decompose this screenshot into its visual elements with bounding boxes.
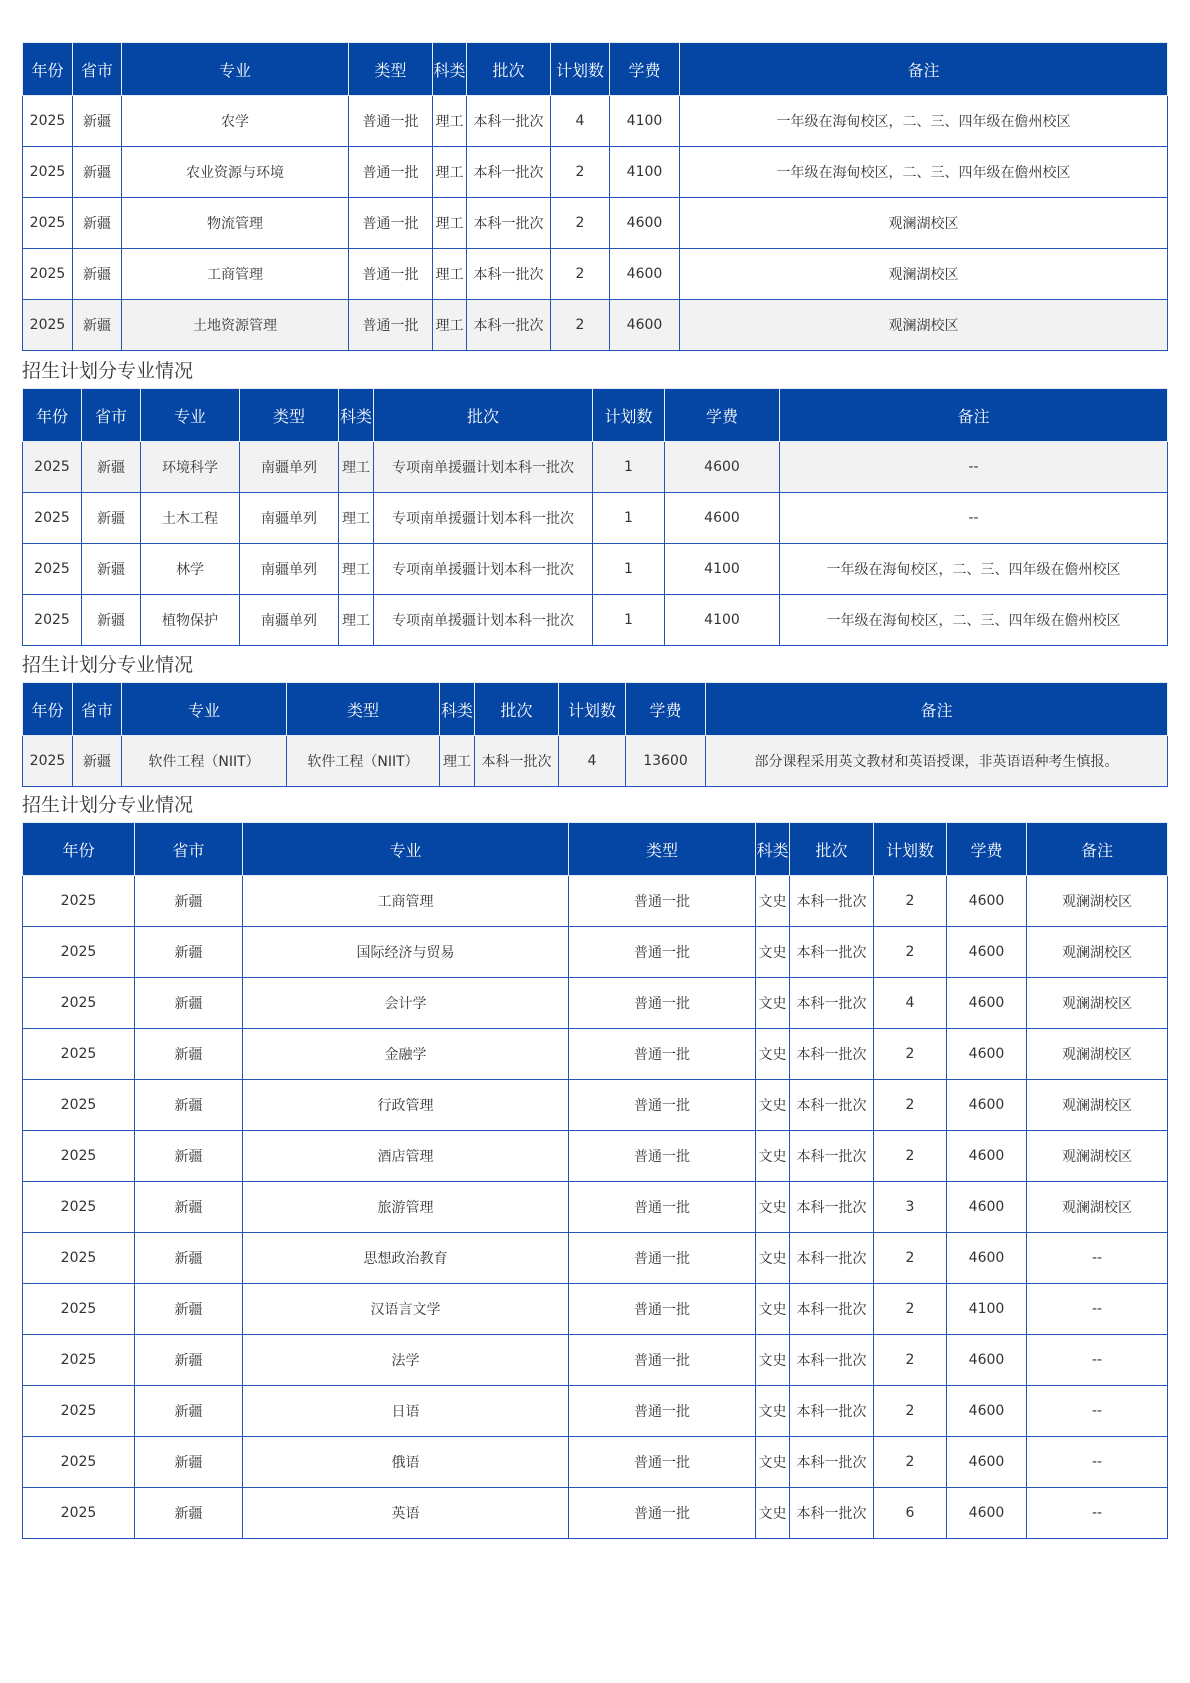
batch-cell: 本科一批次: [467, 198, 551, 249]
major-cell: 俄语: [243, 1437, 569, 1488]
year-cell: 2025: [23, 96, 73, 147]
remarks-cell: 观澜湖校区: [680, 300, 1168, 351]
year-cell: 2025: [23, 927, 135, 978]
year-cell: 2025: [23, 493, 82, 544]
category-cell: 理工: [433, 249, 467, 300]
plan-count-cell: 2: [874, 1386, 947, 1437]
table-row: [23, 1488, 1168, 1539]
batch-cell: 本科一批次: [790, 876, 874, 927]
type-cell: 普通一批: [569, 1488, 756, 1539]
category-cell: 文史: [756, 1080, 790, 1131]
batch-cell: 本科一批次: [467, 96, 551, 147]
tuition-cell: 4100: [610, 96, 680, 147]
year-cell: 2025: [23, 1386, 135, 1437]
col-category: 科类: [440, 683, 475, 736]
table-row: [23, 736, 1168, 787]
table-row: [23, 544, 1168, 595]
col-province: 省市: [73, 683, 122, 736]
tuition-cell: 4600: [665, 493, 780, 544]
col-province: 省市: [82, 389, 141, 442]
plan-table-1: [22, 42, 1168, 351]
table-body: [23, 442, 1168, 646]
batch-cell: 本科一批次: [790, 1182, 874, 1233]
tuition-cell: 4600: [947, 1131, 1027, 1182]
type-cell: 普通一批: [349, 198, 433, 249]
remarks-cell: 一年级在海甸校区，二、三、四年级在儋州校区: [680, 96, 1168, 147]
tuition-cell: 4600: [947, 1029, 1027, 1080]
col-tuition: 学费: [626, 683, 706, 736]
batch-cell: 本科一批次: [790, 1488, 874, 1539]
major-cell: 思想政治教育: [243, 1233, 569, 1284]
type-cell: 普通一批: [349, 300, 433, 351]
plan-table-3-block: [22, 648, 1168, 787]
col-batch: 批次: [374, 389, 593, 442]
remarks-cell: --: [1027, 1386, 1168, 1437]
major-cell: 法学: [243, 1335, 569, 1386]
section-title: 招生计划分专业情况: [22, 360, 194, 382]
table-header-row: [23, 43, 1168, 96]
major-cell: 土地资源管理: [122, 300, 349, 351]
col-plan-count: 计划数: [551, 43, 610, 96]
type-cell: 普通一批: [569, 1335, 756, 1386]
year-cell: 2025: [23, 1488, 135, 1539]
col-tuition: 学费: [665, 389, 780, 442]
major-cell: 软件工程（NIIT）: [122, 736, 287, 787]
col-batch: 批次: [790, 823, 874, 876]
tuition-cell: 4600: [947, 927, 1027, 978]
col-category: 科类: [433, 43, 467, 96]
col-tuition: 学费: [610, 43, 680, 96]
table-body: [23, 876, 1168, 1539]
tuition-cell: 4600: [947, 1233, 1027, 1284]
remarks-cell: 部分课程采用英文教材和英语授课，非英语语种考生慎报。: [706, 736, 1168, 787]
year-cell: 2025: [23, 1029, 135, 1080]
col-type: 类型: [569, 823, 756, 876]
col-year: 年份: [23, 683, 73, 736]
year-cell: 2025: [23, 442, 82, 493]
category-cell: 文史: [756, 1386, 790, 1437]
remarks-cell: --: [1027, 1335, 1168, 1386]
type-cell: 普通一批: [569, 1284, 756, 1335]
tuition-cell: 4100: [947, 1284, 1027, 1335]
province-cell: 新疆: [135, 1029, 243, 1080]
province-cell: 新疆: [135, 1386, 243, 1437]
table-row: [23, 1335, 1168, 1386]
tuition-cell: 4600: [947, 1437, 1027, 1488]
plan-count-cell: 1: [593, 544, 665, 595]
major-cell: 农学: [122, 96, 349, 147]
type-cell: 普通一批: [569, 927, 756, 978]
table-row: [23, 300, 1168, 351]
table-row: [23, 1233, 1168, 1284]
table-row: [23, 249, 1168, 300]
year-cell: 2025: [23, 544, 82, 595]
col-plan-count: 计划数: [874, 823, 947, 876]
col-remarks: 备注: [780, 389, 1168, 442]
table-header-row: [23, 389, 1168, 442]
col-category: 科类: [339, 389, 374, 442]
batch-cell: 本科一批次: [790, 1335, 874, 1386]
major-cell: 农业资源与环境: [122, 147, 349, 198]
table-row: [23, 1131, 1168, 1182]
major-cell: 植物保护: [141, 595, 240, 646]
col-province: 省市: [73, 43, 122, 96]
tuition-cell: 4600: [947, 1488, 1027, 1539]
province-cell: 新疆: [82, 595, 141, 646]
table-row: [23, 1080, 1168, 1131]
tuition-cell: 4100: [665, 595, 780, 646]
major-cell: 行政管理: [243, 1080, 569, 1131]
tuition-cell: 4600: [947, 876, 1027, 927]
batch-cell: 本科一批次: [467, 147, 551, 198]
batch-cell: 本科一批次: [467, 300, 551, 351]
category-cell: 理工: [339, 442, 374, 493]
remarks-cell: 观澜湖校区: [1027, 1029, 1168, 1080]
col-type: 类型: [349, 43, 433, 96]
tuition-cell: 4600: [947, 1182, 1027, 1233]
col-batch: 批次: [467, 43, 551, 96]
type-cell: 南疆单列: [240, 544, 339, 595]
category-cell: 文史: [756, 1233, 790, 1284]
col-type: 类型: [240, 389, 339, 442]
table-row: [23, 1284, 1168, 1335]
plan-count-cell: 1: [593, 595, 665, 646]
major-cell: 林学: [141, 544, 240, 595]
province-cell: 新疆: [135, 1437, 243, 1488]
major-cell: 物流管理: [122, 198, 349, 249]
plan-count-cell: 2: [551, 249, 610, 300]
col-major: 专业: [141, 389, 240, 442]
province-cell: 新疆: [135, 1080, 243, 1131]
plan-count-cell: 2: [874, 1080, 947, 1131]
category-cell: 文史: [756, 1284, 790, 1335]
province-cell: 新疆: [73, 736, 122, 787]
remarks-cell: 观澜湖校区: [1027, 1182, 1168, 1233]
remarks-cell: 观澜湖校区: [1027, 1131, 1168, 1182]
plan-count-cell: 6: [874, 1488, 947, 1539]
remarks-cell: 观澜湖校区: [1027, 1080, 1168, 1131]
remarks-cell: 观澜湖校区: [1027, 927, 1168, 978]
major-cell: 金融学: [243, 1029, 569, 1080]
plan-count-cell: 1: [593, 493, 665, 544]
batch-cell: 本科一批次: [790, 1284, 874, 1335]
remarks-cell: 一年级在海甸校区，二、三、四年级在儋州校区: [680, 147, 1168, 198]
table-row: [23, 927, 1168, 978]
tuition-cell: 4600: [947, 1335, 1027, 1386]
table-row: [23, 147, 1168, 198]
major-cell: 土木工程: [141, 493, 240, 544]
table-row: [23, 198, 1168, 249]
batch-cell: 本科一批次: [790, 1386, 874, 1437]
type-cell: 普通一批: [569, 978, 756, 1029]
plan-count-cell: 2: [874, 876, 947, 927]
plan-count-cell: 2: [551, 198, 610, 249]
remarks-cell: --: [780, 493, 1168, 544]
type-cell: 普通一批: [349, 147, 433, 198]
col-type: 类型: [287, 683, 440, 736]
tuition-cell: 4600: [665, 442, 780, 493]
table-row: [23, 442, 1168, 493]
type-cell: 软件工程（NIIT）: [287, 736, 440, 787]
category-cell: 文史: [756, 1437, 790, 1488]
tuition-cell: 4600: [610, 300, 680, 351]
year-cell: 2025: [23, 198, 73, 249]
province-cell: 新疆: [135, 1131, 243, 1182]
table-row: [23, 1386, 1168, 1437]
year-cell: 2025: [23, 300, 73, 351]
remarks-cell: 观澜湖校区: [1027, 978, 1168, 1029]
remarks-cell: --: [1027, 1233, 1168, 1284]
type-cell: 普通一批: [569, 876, 756, 927]
col-major: 专业: [122, 683, 287, 736]
tuition-cell: 4100: [610, 147, 680, 198]
remarks-cell: 观澜湖校区: [680, 198, 1168, 249]
remarks-cell: 一年级在海甸校区，二、三、四年级在儋州校区: [780, 595, 1168, 646]
province-cell: 新疆: [135, 927, 243, 978]
category-cell: 理工: [339, 493, 374, 544]
year-cell: 2025: [23, 1182, 135, 1233]
plan-count-cell: 2: [874, 1131, 947, 1182]
year-cell: 2025: [23, 736, 73, 787]
table-row: [23, 595, 1168, 646]
category-cell: 文史: [756, 1029, 790, 1080]
col-year: 年份: [23, 43, 73, 96]
type-cell: 普通一批: [569, 1386, 756, 1437]
plan-count-cell: 2: [874, 1437, 947, 1488]
year-cell: 2025: [23, 1131, 135, 1182]
col-batch: 批次: [475, 683, 559, 736]
col-remarks: 备注: [1027, 823, 1168, 876]
province-cell: 新疆: [73, 198, 122, 249]
table-row: [23, 1182, 1168, 1233]
plan-count-cell: 2: [874, 1284, 947, 1335]
col-remarks: 备注: [706, 683, 1168, 736]
province-cell: 新疆: [135, 1335, 243, 1386]
batch-cell: 专项南单援疆计划本科一批次: [374, 595, 593, 646]
province-cell: 新疆: [73, 300, 122, 351]
category-cell: 理工: [433, 96, 467, 147]
tuition-cell: 4600: [610, 249, 680, 300]
province-cell: 新疆: [135, 1182, 243, 1233]
table-row: [23, 1029, 1168, 1080]
batch-cell: 本科一批次: [475, 736, 559, 787]
section-title: 招生计划分专业情况: [22, 654, 194, 676]
type-cell: 南疆单列: [240, 442, 339, 493]
plan-count-cell: 2: [551, 300, 610, 351]
col-major: 专业: [243, 823, 569, 876]
category-cell: 理工: [339, 544, 374, 595]
table-row: [23, 493, 1168, 544]
table-header-row: [23, 823, 1168, 876]
province-cell: 新疆: [73, 249, 122, 300]
category-cell: 文史: [756, 1488, 790, 1539]
province-cell: 新疆: [82, 493, 141, 544]
plan-count-cell: 3: [874, 1182, 947, 1233]
batch-cell: 专项南单援疆计划本科一批次: [374, 544, 593, 595]
year-cell: 2025: [23, 1080, 135, 1131]
tuition-cell: 4100: [665, 544, 780, 595]
batch-cell: 本科一批次: [790, 1233, 874, 1284]
province-cell: 新疆: [82, 442, 141, 493]
type-cell: 普通一批: [569, 1233, 756, 1284]
province-cell: 新疆: [73, 147, 122, 198]
year-cell: 2025: [23, 147, 73, 198]
province-cell: 新疆: [73, 96, 122, 147]
major-cell: 酒店管理: [243, 1131, 569, 1182]
type-cell: 普通一批: [569, 1131, 756, 1182]
year-cell: 2025: [23, 249, 73, 300]
type-cell: 南疆单列: [240, 595, 339, 646]
type-cell: 南疆单列: [240, 493, 339, 544]
batch-cell: 本科一批次: [790, 1080, 874, 1131]
batch-cell: 本科一批次: [790, 1029, 874, 1080]
type-cell: 普通一批: [569, 1029, 756, 1080]
province-cell: 新疆: [135, 876, 243, 927]
type-cell: 普通一批: [569, 1437, 756, 1488]
category-cell: 文史: [756, 1131, 790, 1182]
col-plan-count: 计划数: [559, 683, 626, 736]
major-cell: 汉语言文学: [243, 1284, 569, 1335]
category-cell: 理工: [433, 300, 467, 351]
category-cell: 文史: [756, 1182, 790, 1233]
remarks-cell: 一年级在海甸校区，二、三、四年级在儋州校区: [780, 544, 1168, 595]
tuition-cell: 4600: [947, 1386, 1027, 1437]
tuition-cell: 4600: [947, 1080, 1027, 1131]
province-cell: 新疆: [135, 978, 243, 1029]
table-header-row: [23, 683, 1168, 736]
batch-cell: 专项南单援疆计划本科一批次: [374, 442, 593, 493]
batch-cell: 专项南单援疆计划本科一批次: [374, 493, 593, 544]
type-cell: 普通一批: [349, 249, 433, 300]
year-cell: 2025: [23, 978, 135, 1029]
col-remarks: 备注: [680, 43, 1168, 96]
table-row: [23, 978, 1168, 1029]
table-body: [23, 96, 1168, 351]
col-year: 年份: [23, 823, 135, 876]
remarks-cell: --: [1027, 1488, 1168, 1539]
major-cell: 国际经济与贸易: [243, 927, 569, 978]
major-cell: 工商管理: [122, 249, 349, 300]
type-cell: 普通一批: [569, 1182, 756, 1233]
category-cell: 理工: [440, 736, 475, 787]
plan-table-2-block: [22, 354, 1168, 646]
major-cell: 日语: [243, 1386, 569, 1437]
province-cell: 新疆: [82, 544, 141, 595]
plan-table-4: [22, 822, 1168, 1539]
plan-count-cell: 4: [551, 96, 610, 147]
year-cell: 2025: [23, 1233, 135, 1284]
category-cell: 文史: [756, 978, 790, 1029]
category-cell: 理工: [433, 147, 467, 198]
tuition-cell: 13600: [626, 736, 706, 787]
category-cell: 文史: [756, 927, 790, 978]
batch-cell: 本科一批次: [790, 1131, 874, 1182]
batch-cell: 本科一批次: [790, 978, 874, 1029]
remarks-cell: --: [1027, 1284, 1168, 1335]
province-cell: 新疆: [135, 1488, 243, 1539]
year-cell: 2025: [23, 595, 82, 646]
year-cell: 2025: [23, 876, 135, 927]
section-title: 招生计划分专业情况: [22, 794, 194, 816]
major-cell: 工商管理: [243, 876, 569, 927]
col-province: 省市: [135, 823, 243, 876]
batch-cell: 本科一批次: [467, 249, 551, 300]
table-body: [23, 736, 1168, 787]
batch-cell: 本科一批次: [790, 1437, 874, 1488]
major-cell: 环境科学: [141, 442, 240, 493]
plan-table-2: [22, 388, 1168, 646]
col-category: 科类: [756, 823, 790, 876]
plan-count-cell: 2: [551, 147, 610, 198]
plan-table-1-block: [22, 42, 1168, 351]
table-row: [23, 1437, 1168, 1488]
remarks-cell: 观澜湖校区: [1027, 876, 1168, 927]
major-cell: 英语: [243, 1488, 569, 1539]
category-cell: 文史: [756, 1335, 790, 1386]
remarks-cell: 观澜湖校区: [680, 249, 1168, 300]
plan-count-cell: 2: [874, 1029, 947, 1080]
type-cell: 普通一批: [569, 1080, 756, 1131]
plan-count-cell: 2: [874, 927, 947, 978]
remarks-cell: --: [780, 442, 1168, 493]
category-cell: 文史: [756, 876, 790, 927]
plan-table-3: [22, 682, 1168, 787]
batch-cell: 本科一批次: [790, 927, 874, 978]
year-cell: 2025: [23, 1335, 135, 1386]
plan-count-cell: 4: [559, 736, 626, 787]
plan-table-4-block: [22, 788, 1168, 1539]
table-row: [23, 876, 1168, 927]
table-row: [23, 96, 1168, 147]
year-cell: 2025: [23, 1437, 135, 1488]
major-cell: 会计学: [243, 978, 569, 1029]
year-cell: 2025: [23, 1284, 135, 1335]
plan-count-cell: 2: [874, 1233, 947, 1284]
type-cell: 普通一批: [349, 96, 433, 147]
major-cell: 旅游管理: [243, 1182, 569, 1233]
tuition-cell: 4600: [947, 978, 1027, 1029]
plan-count-cell: 2: [874, 1335, 947, 1386]
province-cell: 新疆: [135, 1284, 243, 1335]
province-cell: 新疆: [135, 1233, 243, 1284]
category-cell: 理工: [339, 595, 374, 646]
plan-count-cell: 4: [874, 978, 947, 1029]
col-tuition: 学费: [947, 823, 1027, 876]
col-plan-count: 计划数: [593, 389, 665, 442]
category-cell: 理工: [433, 198, 467, 249]
plan-count-cell: 1: [593, 442, 665, 493]
tuition-cell: 4600: [610, 198, 680, 249]
remarks-cell: --: [1027, 1437, 1168, 1488]
col-major: 专业: [122, 43, 349, 96]
col-year: 年份: [23, 389, 82, 442]
